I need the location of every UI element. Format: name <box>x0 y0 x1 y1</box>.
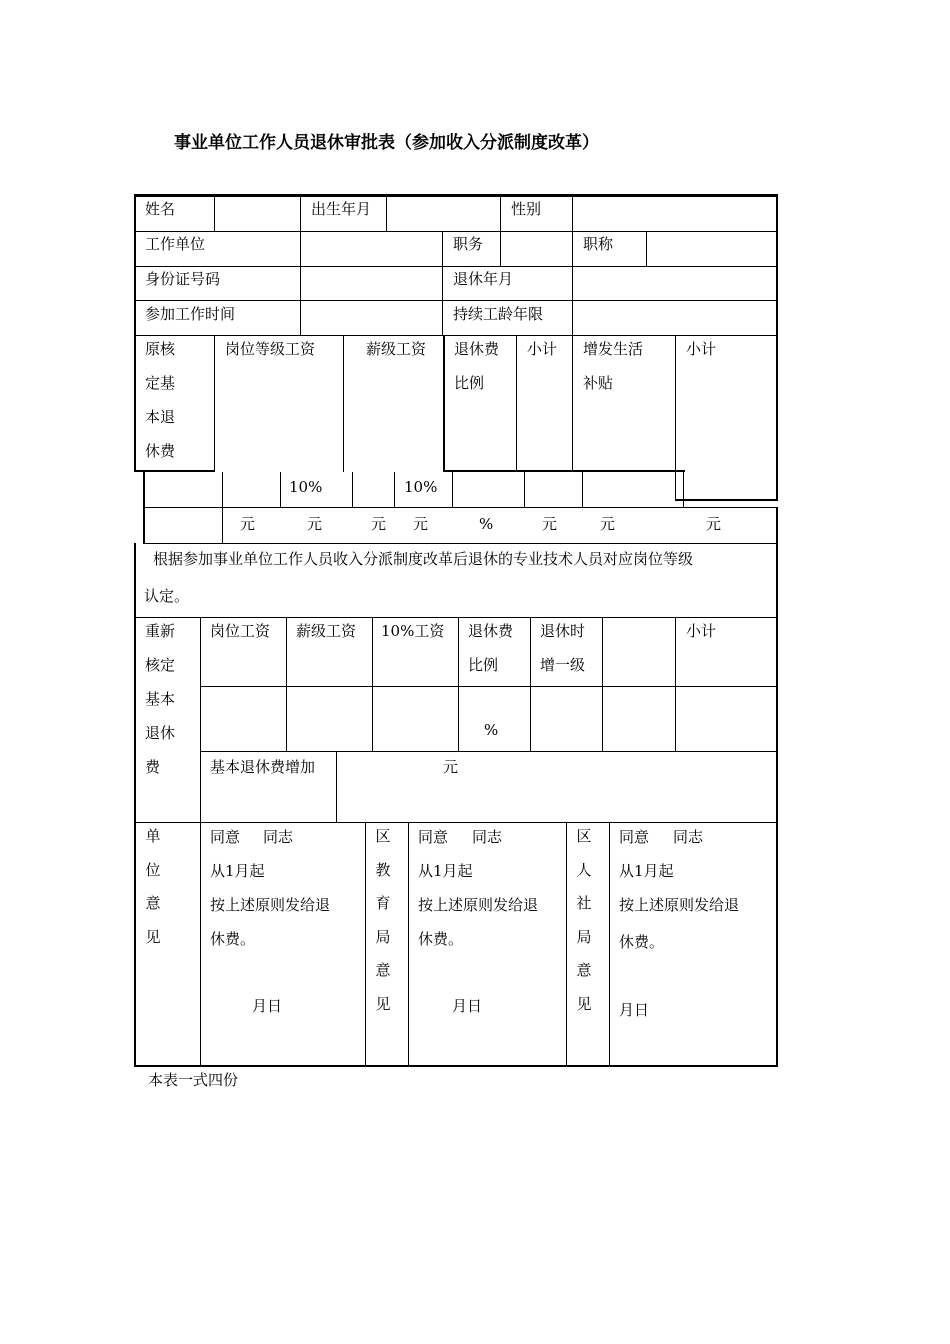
start-work-label: 参加工作时间 <box>145 305 236 323</box>
hr-bureau-opinion-label: 区人社局意见 <box>576 827 592 1013</box>
position-label: 职务 <box>453 235 484 253</box>
increase-unit: 元 <box>443 758 459 776</box>
original-pension-label: 原核 定基 本退 休费 <box>145 340 176 460</box>
post-wage-header: 岗位工资 <box>210 622 271 640</box>
recheck-ratio-header: 退休费 比例 <box>468 622 514 674</box>
note-line-1: 根据参加事业单位工作人员收入分派制度改革后退休的专业技术人员对应岗位等级 <box>153 550 694 568</box>
increase-label: 基本退休费增加 <box>210 758 316 776</box>
yuan-unit-3: 元 <box>371 515 387 533</box>
id-number-label: 身份证号码 <box>145 270 221 288</box>
yuan-unit-2: 元 <box>307 515 323 533</box>
pct-value-1: 10% <box>289 478 323 496</box>
service-years-label: 持续工龄年限 <box>453 305 544 323</box>
recheck-percent-unit: % <box>484 721 499 739</box>
footer-note: 本表一式四份 <box>148 1071 239 1089</box>
allowance-header: 增发生活 补贴 <box>583 340 644 392</box>
yuan-unit-6: 元 <box>600 515 616 533</box>
retire-date-label: 退休年月 <box>453 270 514 288</box>
edu-bureau-opinion-label: 区教育局意见 <box>375 827 391 1013</box>
percent-unit-1: % <box>479 515 494 533</box>
subtotal-header-1: 小计 <box>527 340 558 358</box>
salary-wage-header: 薪级工资 <box>296 622 357 640</box>
promote-header: 退休时 增一级 <box>540 622 586 674</box>
pct-value-2: 10% <box>404 478 438 496</box>
recheck-subtotal-header: 小计 <box>686 622 717 640</box>
ten-pct-wage-header: 10%工资 <box>381 622 445 640</box>
recheck-pension-label: 重新 核定 基本 退休 费 <box>145 622 176 776</box>
unit-opinion-label: 单位意见 <box>145 827 161 946</box>
yuan-unit-1: 元 <box>240 515 256 533</box>
salary-grade-wage-header: 薪级工资 <box>366 340 427 358</box>
rank-label: 职称 <box>583 235 614 253</box>
subtotal-header-2: 小计 <box>686 340 717 358</box>
yuan-unit-4: 元 <box>413 515 429 533</box>
post-grade-wage-header: 岗位等级工资 <box>225 340 316 358</box>
gender-label: 性别 <box>511 200 542 218</box>
yuan-unit-5: 元 <box>542 515 558 533</box>
name-label: 姓名 <box>145 200 176 218</box>
yuan-unit-7: 元 <box>706 515 722 533</box>
pension-ratio-header: 退休费 比例 <box>454 340 500 392</box>
birth-label: 出生年月 <box>311 200 372 218</box>
work-unit-label: 工作单位 <box>145 235 206 253</box>
form-title: 事业单位工作人员退休审批表（参加收入分派制度改革） <box>174 133 599 153</box>
note-line-2: 认定。 <box>144 587 190 605</box>
